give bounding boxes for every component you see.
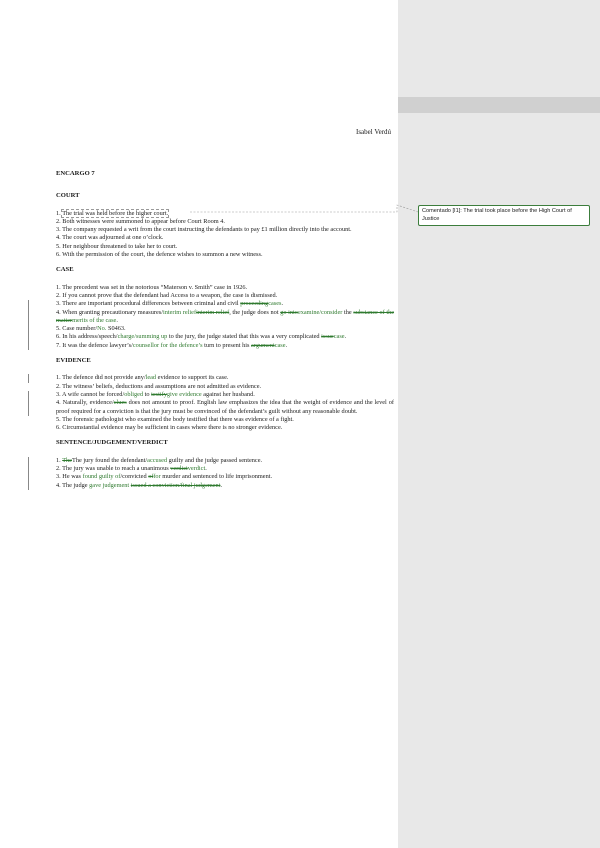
insertion: examine/consider [297, 308, 343, 316]
list-item [56, 465, 394, 473]
list-item [56, 210, 394, 218]
commented-text: The trial was held before the higher court. [62, 209, 169, 217]
text-run: murder and sentenced to life imprisonment. [160, 473, 273, 481]
text-run: . [205, 465, 207, 473]
text-run: The jury found the defendant/ [71, 456, 148, 464]
insertion: lead [145, 374, 157, 382]
text-run: 5. Case number/ [56, 325, 98, 333]
text-run: . [285, 341, 288, 349]
insertion: charge/summing up [117, 333, 168, 341]
text-run: 2. If you cannot prove that the defendant had Access to a weapon, the case is dismissed. [56, 291, 278, 299]
text-run: 6. With the permission of the court, the defence wishes to summon a new witness. [56, 251, 263, 259]
change-bar [28, 374, 29, 382]
text-run: 1. The defence did not provide any/ [56, 374, 146, 382]
comment-balloon[interactable] [418, 205, 590, 226]
list-item [56, 243, 394, 251]
text-run: the [342, 308, 354, 316]
text-run: 1. The precedent was set in the notorious “Materson v. Smith” case in 1926. [56, 283, 248, 291]
deletion: The [62, 456, 72, 464]
change-bar [28, 391, 29, 416]
insertion: No. [97, 325, 107, 333]
text-run: 3. There are important procedural differences between criminal and civil [56, 300, 241, 308]
section-court [56, 192, 394, 259]
list-item [56, 292, 394, 300]
list-item [56, 342, 394, 350]
comments-pane-header [398, 97, 600, 113]
text-run: does not amount to proof. English law emphasizes the idea that the weight of evidence and the level of proof required for a conviction is that the jury must be convinced of the defendant’s guilt without any reasonable doubt. [56, 399, 394, 415]
list-item [56, 457, 394, 465]
text-run: 4. The judge [56, 481, 90, 489]
text-run: 6. Circumstantial evidence may be sufficient in cases where there is no stronger evidence. [56, 424, 283, 432]
comments-pane [398, 0, 600, 848]
comment-label: Comentado [I1]: [422, 208, 462, 214]
list-item [56, 251, 394, 259]
text-run: . [116, 316, 118, 324]
deletion: interim relief [196, 308, 230, 316]
text-run: 5. The forensic pathologist who examined the body testified that there was evidence of a fight. [56, 415, 294, 423]
deletion: argument [251, 341, 275, 349]
list-item [56, 391, 394, 399]
deletion: issue [321, 333, 334, 341]
insertion: case [333, 333, 345, 341]
list-item [56, 416, 394, 424]
list-item [56, 424, 394, 432]
text-run: 3. The company requested a writ from the court instructing the defendants to pay £1 million directly into the account. [56, 226, 352, 234]
comment-text: The trial took place before the High Court of Justice [422, 208, 572, 222]
text-run: 2. Both witnesses were summoned to appear before Court Room 4. [56, 217, 225, 225]
insertion: give evidence [166, 390, 202, 398]
text-run: 3. He was [56, 473, 83, 481]
text-run: 3. A wife cannot be forced/ [56, 390, 125, 398]
insertion: merits of the case [72, 316, 117, 324]
text-run: 6. In his address/speech/ [56, 333, 118, 341]
section-heading: EVIDENCE [56, 357, 91, 365]
list-item [56, 284, 394, 292]
text-run: against her husband. [201, 390, 255, 398]
insertion: verdict [187, 465, 206, 473]
document-title: ENCARGO 7 [56, 170, 95, 177]
deletion: testify [151, 390, 167, 398]
text-run: S0463. [106, 325, 126, 333]
text-run: /convicted [120, 473, 149, 481]
insertion: gave judgement [89, 481, 130, 489]
document-body [56, 170, 394, 497]
document-author: Isabel Verdú [356, 128, 392, 136]
section-sentence-judgement-verdict [56, 439, 394, 489]
text-run: , the judge does not [229, 308, 281, 316]
text-run: 2. The witness’ beliefs, deductions and assumptions are not admitted as evidence. [56, 382, 262, 390]
insertion: interim relief [162, 308, 197, 316]
section-case [56, 266, 394, 350]
list-item [56, 383, 394, 391]
section-heading: SENTENCE/JUDGEMENT/VERDICT [56, 439, 168, 447]
insertion: obliged [124, 390, 144, 398]
list-item [56, 218, 394, 226]
text-run: 2. The jury was unable to reach a unanimous [56, 465, 171, 473]
text-run: 5. Her neighbour threatened to take her to court. [56, 242, 178, 250]
section-evidence [56, 357, 394, 432]
insertion: accused [147, 456, 168, 464]
text-run: turn to present his [202, 341, 252, 349]
text-run: . [220, 481, 223, 489]
list-item [56, 473, 394, 481]
change-bar [28, 300, 29, 350]
deletion: issued a conviction/final judgement [130, 481, 221, 489]
list-item [56, 482, 394, 490]
deletion: proceeding [240, 300, 269, 308]
text-run: to [143, 390, 152, 398]
text-run: 7. It was the defence lawyer’s/ [56, 341, 133, 349]
insertion: for [153, 473, 161, 481]
deletion: go into [280, 308, 298, 316]
deletion: verdict [170, 465, 188, 473]
list-item [56, 234, 394, 242]
text-run: 1. [56, 209, 63, 217]
list-item [56, 226, 394, 234]
text-run: 4. The court was adjourned at one o’clock. [56, 234, 164, 242]
deletion: clues [113, 399, 127, 407]
text-run: to the jury, the judge stated that this was a very complicated [167, 333, 322, 341]
list-item [56, 300, 394, 308]
deletion: of [148, 473, 154, 481]
text-run: . [281, 300, 284, 308]
text-run: 4. When granting precautionary measures/ [56, 308, 163, 316]
text-run: 4. Naturally, evidence/ [56, 399, 114, 407]
deletion: substance of the matter [56, 308, 395, 324]
insertion: case [274, 341, 286, 349]
text-run: . [344, 333, 347, 341]
text-run: guilty and the judge passed sentence. [167, 456, 263, 464]
list-item [56, 333, 394, 341]
insertion: counsellor for the defence’s [132, 341, 203, 349]
insertion: cases [268, 300, 282, 308]
insertion: found guilty of [82, 473, 121, 481]
list-item [56, 374, 394, 382]
change-bar [28, 457, 29, 490]
section-heading: COURT [56, 192, 80, 200]
list-item [56, 325, 394, 333]
list-item [56, 399, 394, 416]
section-heading: CASE [56, 266, 74, 274]
text-run: 1. [56, 456, 63, 464]
text-run: evidence to support its case. [156, 374, 229, 382]
list-item [56, 309, 394, 326]
